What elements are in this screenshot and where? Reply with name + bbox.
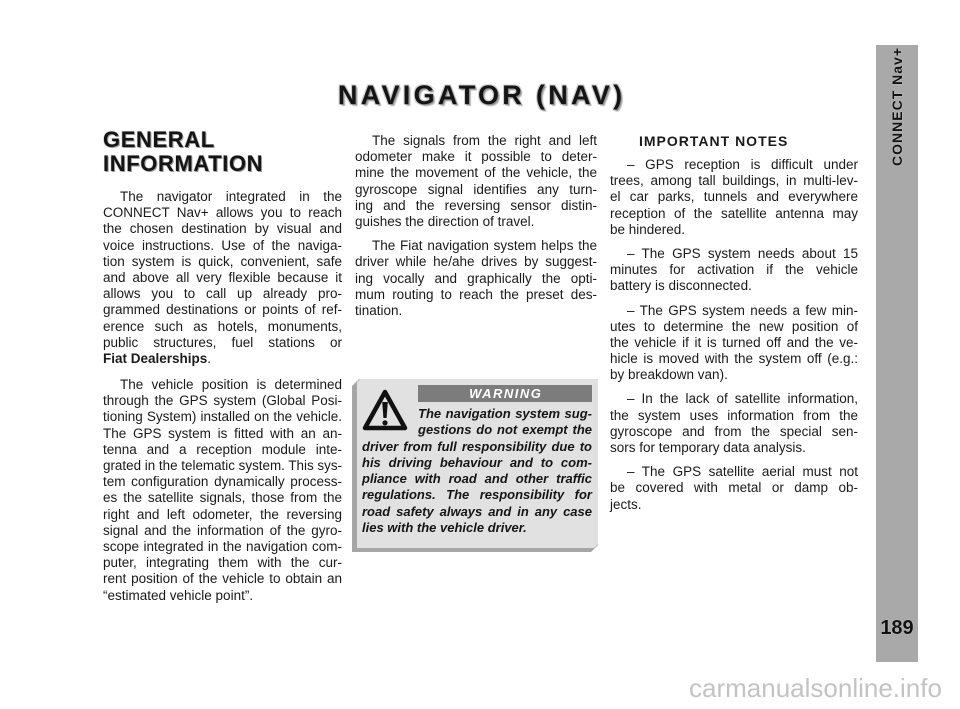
paragraph: [610, 157, 858, 238]
text-line: [610, 335, 858, 351]
text-line-content: – In the lack of satellite information,: [627, 391, 858, 407]
text-line-content: pliance with road and other traffic: [362, 471, 592, 487]
section-heading-general-information: [103, 128, 263, 176]
text-line: [103, 426, 342, 442]
text-line-content: public structures, fuel stations or: [103, 334, 342, 350]
text-line: [610, 480, 858, 496]
text-line-content: right and left odometer, the reversing: [103, 506, 342, 522]
text-line: [103, 409, 342, 425]
text-line-content: minutes for activation if the vehicle: [610, 262, 858, 278]
text-line-content: tenna and a reception module inte-: [103, 441, 342, 457]
text-line: [103, 458, 342, 474]
text-line: [103, 555, 342, 571]
text-line: [103, 221, 342, 237]
text-line: [610, 319, 858, 335]
text-line-content: hicle is moved with the system off (e.g.:: [610, 351, 858, 367]
text-line-content: battery is disconnected.: [610, 278, 752, 294]
text-line: [355, 254, 597, 270]
column-1-body: [103, 189, 342, 604]
paragraph: [610, 246, 858, 295]
text-line-content: through the GPS system (Global Posi-: [103, 393, 342, 409]
text-line: [355, 303, 597, 319]
page-title: NAVIGATOR (NAV): [337, 80, 626, 110]
text-line: [103, 377, 342, 393]
text-line-content: road safety always and in any case: [362, 503, 592, 519]
side-tab-label: CONNECT Nav+: [889, 47, 905, 166]
text-line: [355, 271, 597, 287]
text-line-content: driver from full responsibility due to: [362, 438, 592, 454]
text-line: [610, 391, 858, 407]
warning-label: WARNING: [418, 385, 592, 402]
text-line: [355, 149, 597, 165]
text-line-content: utes to determine the new position of: [610, 318, 858, 334]
text-line: [610, 157, 858, 173]
text-line: [362, 471, 592, 487]
side-tab: [876, 45, 918, 662]
column-3-body: [610, 157, 858, 513]
text-line: [103, 442, 342, 458]
text-line: [103, 588, 342, 604]
paragraph: [610, 391, 858, 456]
text-line-content: ing vocally and graphically the opti-: [355, 270, 597, 286]
text-line-content: erence such as hotels, monuments,: [103, 318, 342, 334]
text-line-content: signal and the information of the gyro-: [103, 522, 342, 538]
text-line-content: gestions do not exempt the: [418, 422, 592, 438]
text-line: [610, 246, 858, 262]
text-line-content: – GPS reception is difficult under: [627, 157, 858, 172]
text-line: [610, 189, 858, 205]
text-line: [103, 490, 342, 506]
text-line: [610, 367, 858, 383]
page-number: 189: [880, 617, 914, 639]
text-line-content: scope integrated in the navigation com-: [103, 538, 342, 554]
text-line: [103, 238, 342, 254]
text-line: [103, 539, 342, 555]
text-line: [610, 206, 858, 222]
text-line: [103, 351, 342, 367]
text-line: [362, 439, 592, 455]
text-line-content: reception of the satellite antenna may: [610, 205, 858, 221]
text-line: [355, 165, 597, 181]
text-line: [103, 270, 342, 286]
warning-text: [362, 406, 592, 536]
section-heading-line: GENERAL: [103, 127, 215, 152]
text-line: [610, 440, 858, 456]
text-line-content: sors for temporary data analysis.: [610, 440, 806, 455]
text-line-content: allows you to call up already pro-: [103, 286, 342, 302]
text-line: [355, 133, 597, 149]
text-line-content: tem configuration dynamically process-: [103, 474, 342, 490]
text-line: [610, 408, 858, 424]
text-line-content: el car parks, tunnels and everywhere: [610, 189, 858, 205]
text-line-content: be hindered.: [610, 221, 686, 237]
text-line-content: the chosen destination by visual and: [103, 221, 342, 237]
text-line: [103, 189, 342, 205]
text-line: [103, 319, 342, 335]
text-line-content: es the satellite signals, those from the: [103, 490, 342, 506]
text-line: [610, 222, 858, 238]
section-heading-important-notes: IMPORTANT NOTES: [639, 133, 789, 149]
text-line-content: lies with the vehicle driver.: [362, 520, 527, 536]
text-line: [610, 351, 858, 367]
text-line-content: tion system is quick, convenient, safe: [103, 253, 342, 269]
text-line: [103, 474, 342, 490]
text-line: [362, 422, 592, 438]
text-line-content: mum routing to reach the preset des-: [355, 286, 597, 302]
text-line-content: jects.: [610, 496, 642, 512]
text-line: [610, 262, 858, 278]
text-line: [355, 182, 597, 198]
text-line-content: his driving behaviour and to com-: [362, 454, 592, 470]
text-line-content: The navigation system sug-: [418, 406, 592, 421]
paragraph: [103, 377, 342, 604]
text-line: [362, 406, 592, 422]
text-line-content: – The GPS system needs about 15: [627, 245, 858, 261]
text-line: [355, 214, 597, 230]
text-line-content: – The GPS satellite aerial must not: [627, 464, 858, 480]
text-line: [362, 487, 592, 503]
text-line-content: rent position of the vehicle to obtain an: [103, 571, 342, 587]
text-line-content: – The GPS system needs a few min-: [627, 302, 858, 318]
text-line-content: CONNECT Nav+ allows you to reach: [103, 205, 342, 221]
bold-text-segment: Fiat Dealerships: [103, 350, 208, 366]
text-line: [103, 571, 342, 587]
text-line-content: puter, integrating them with the cur-: [103, 555, 342, 571]
text-line-content: the vehicle if it is turned off and the ve-: [610, 334, 858, 350]
text-line-content: and above all very flexible because it: [103, 269, 342, 285]
text-line-content: The navigator integrated in the: [120, 189, 342, 204]
warning-box: [352, 379, 598, 552]
text-line-content: tioning System) installed on the vehicle.: [103, 409, 342, 425]
text-line-content: driver while he/ahe drives by suggest-: [355, 254, 597, 270]
text-line-content: mine the movement of the vehicle, the: [355, 165, 597, 181]
text-line: [103, 393, 342, 409]
text-line: [362, 520, 592, 536]
text-line-content: gyroscope and from the special sen-: [610, 423, 858, 439]
text-line-content: regulations. The responsibility for: [362, 487, 592, 503]
text-line-content: voice instructions. Use of the naviga-: [103, 237, 342, 253]
text-line-content: ing and the reversing sensor distin-: [355, 197, 597, 213]
text-line-content: The signals from the right and left: [372, 133, 597, 148]
text-line-content: gyroscope signal identifies any turn-: [355, 181, 597, 197]
text-line: [610, 497, 858, 513]
text-line: [610, 173, 858, 189]
text-line: [362, 504, 592, 520]
text-line: [103, 523, 342, 539]
text-line-content: “estimated vehicle point”.: [103, 587, 254, 603]
paragraph: [610, 303, 858, 384]
text-line-content: grated in the telematic system. This sys-: [103, 458, 343, 473]
paragraph: [355, 133, 597, 230]
text-line: [103, 254, 342, 270]
text-line-content: The GPS system is fitted with an an-: [103, 425, 342, 441]
text-line: [103, 302, 342, 318]
text-line: [362, 455, 592, 471]
text-line: [103, 286, 342, 302]
section-heading-line: INFORMATION: [103, 151, 264, 176]
text-line-content: the system uses information from the: [610, 407, 858, 423]
text-line: [610, 424, 858, 440]
paragraph: [103, 189, 342, 367]
text-segment: .: [207, 350, 212, 366]
text-line-content: guishes the direction of travel.: [355, 213, 535, 229]
text-line: [610, 303, 858, 319]
text-line: [103, 335, 342, 351]
column-2-body: [355, 133, 597, 319]
text-line: [610, 278, 858, 294]
text-line-content: [103, 351, 211, 366]
paragraph: [355, 238, 597, 319]
text-line-content: be covered with metal or damp ob-: [610, 480, 858, 496]
text-line-content: by breakdown van).: [610, 367, 728, 383]
watermark-text: carmanualsonline.info: [689, 673, 942, 703]
text-line: [103, 507, 342, 523]
text-line: [103, 205, 342, 221]
text-line: [355, 198, 597, 214]
paragraph: [610, 464, 858, 513]
text-line-content: The vehicle position is determined: [120, 377, 342, 393]
text-line-content: The Fiat navigation system helps the: [372, 238, 597, 254]
text-line-content: odometer make it possible to deter-: [355, 149, 597, 165]
text-line: [610, 464, 858, 480]
text-line-content: tination.: [355, 302, 403, 318]
text-line: [355, 287, 597, 303]
text-line: [355, 238, 597, 254]
text-line-content: trees, among tall buildings, in multi-lev-: [610, 173, 858, 189]
text-line-content: grammed destinations or points of ref-: [103, 302, 342, 318]
